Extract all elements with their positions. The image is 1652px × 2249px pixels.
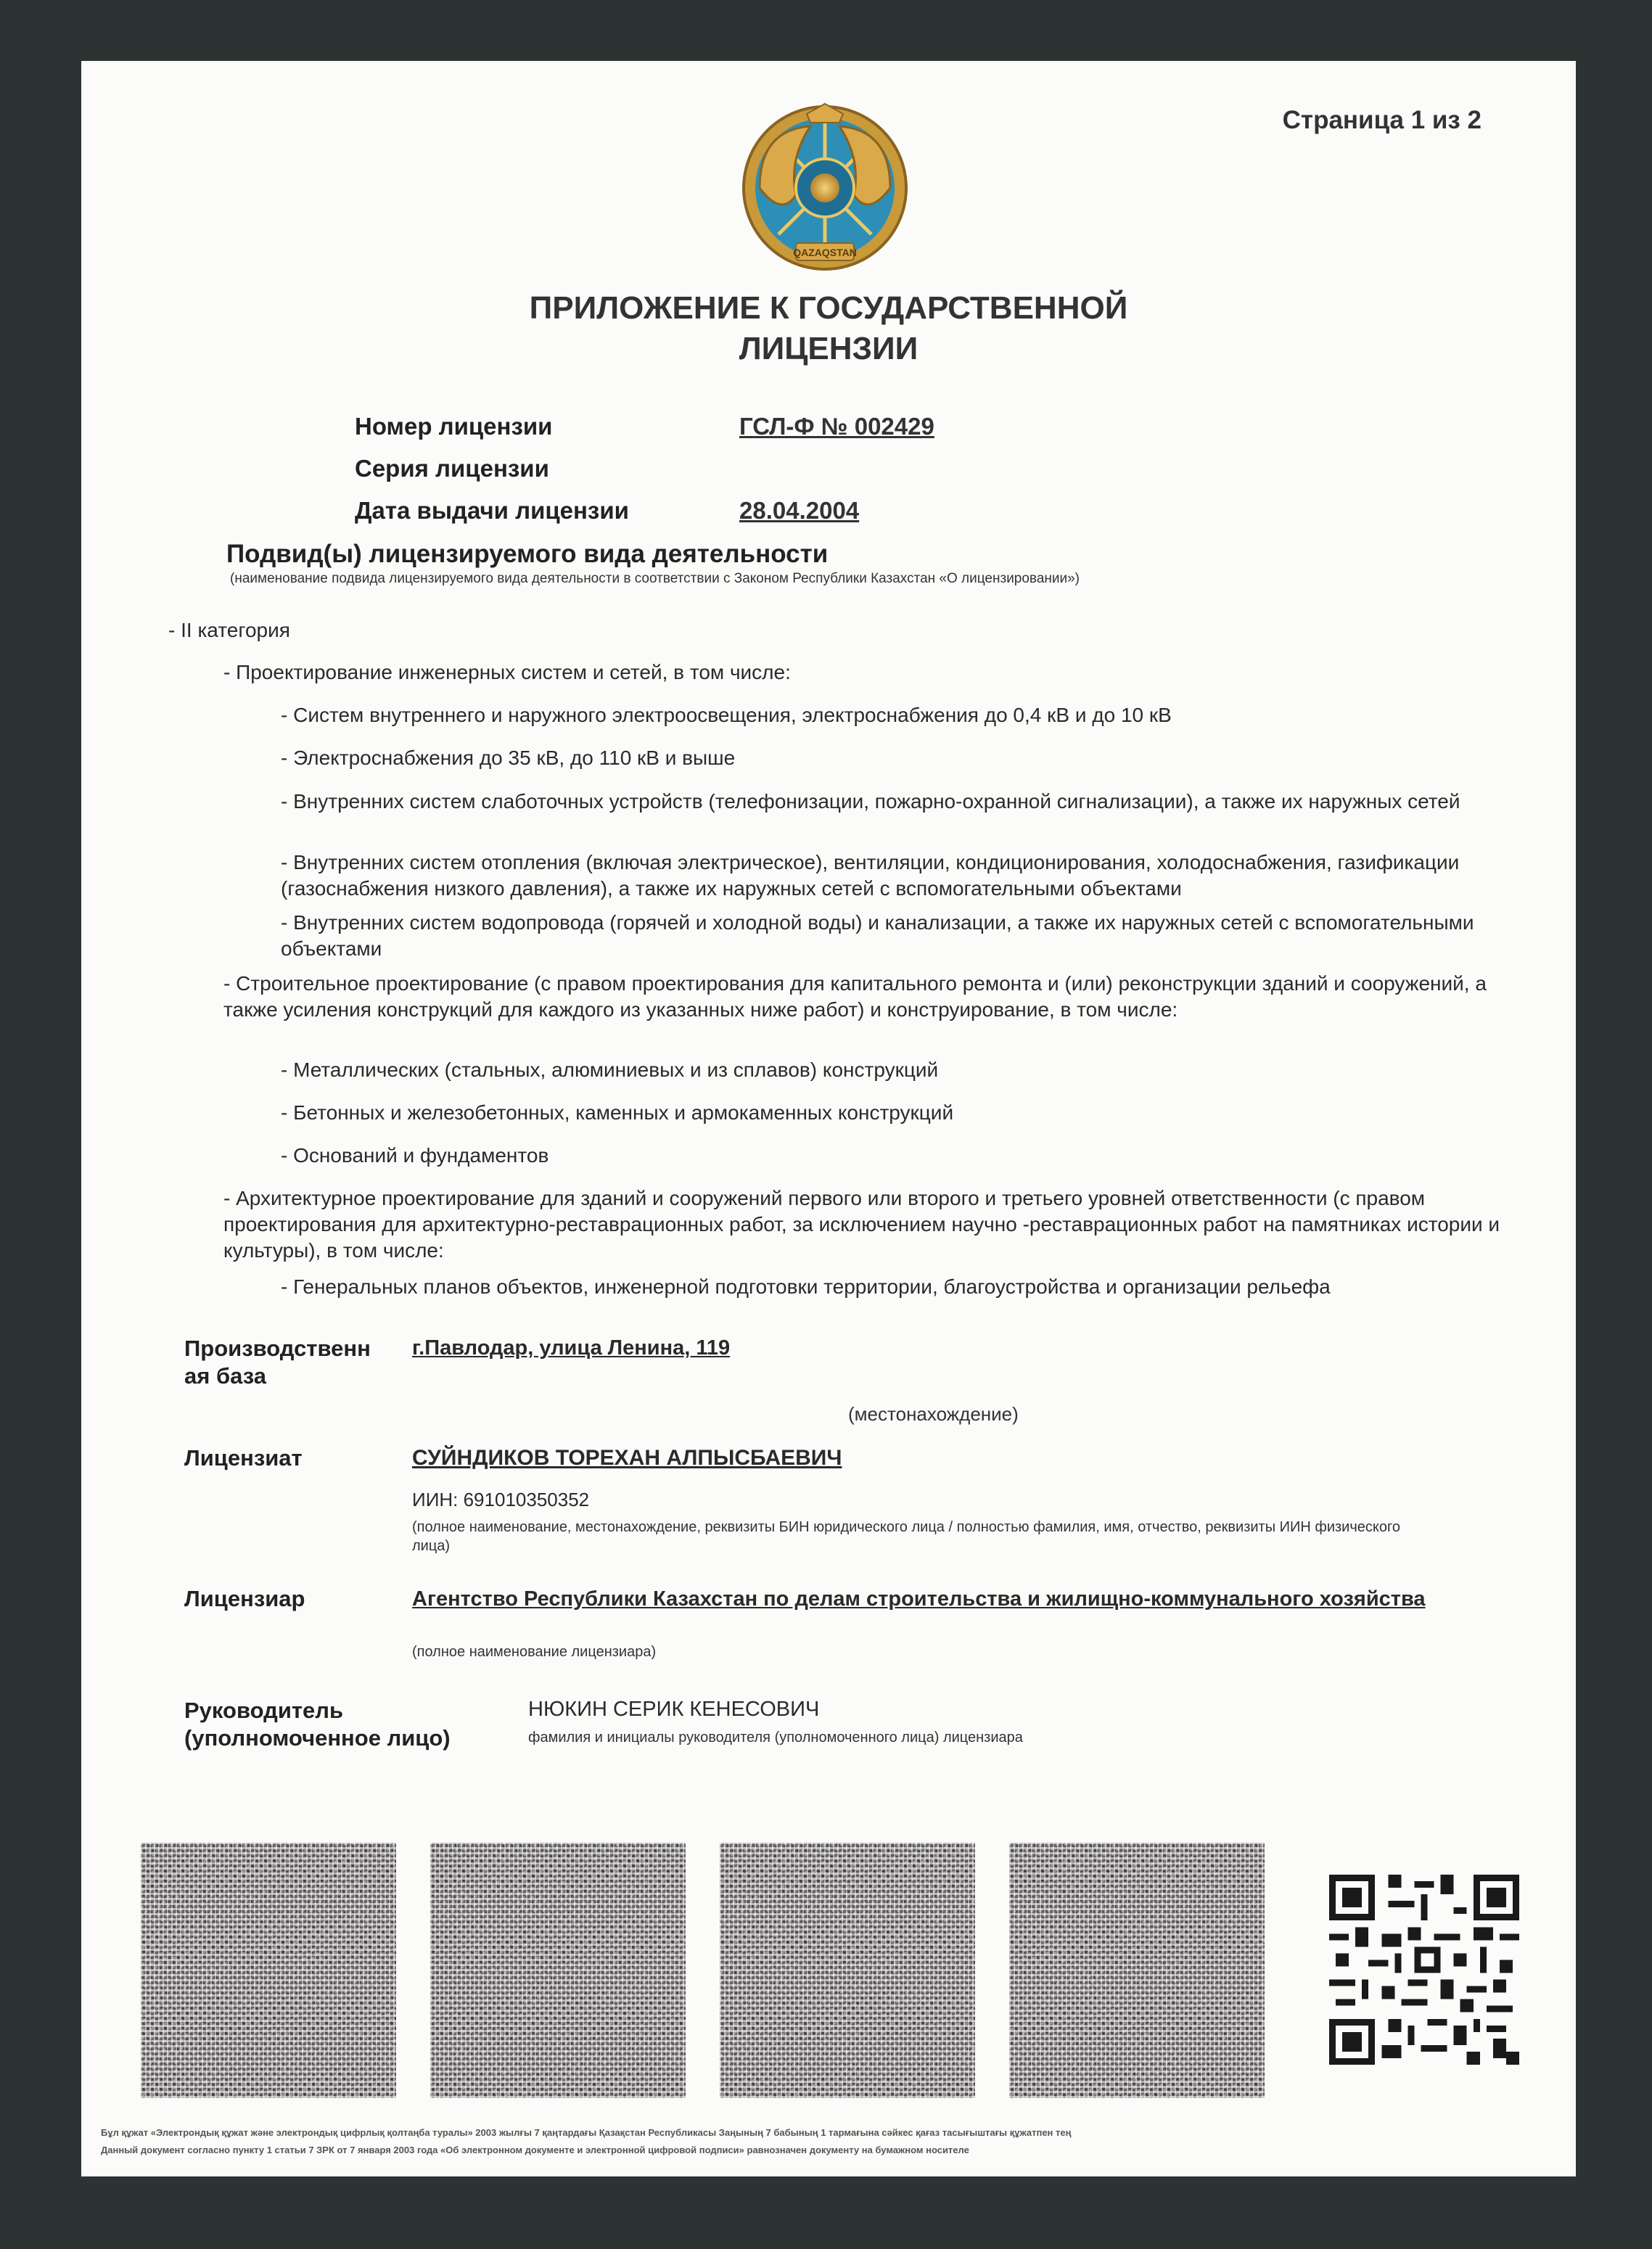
license-number-label: Номер лицензии bbox=[355, 413, 553, 440]
footer-line-1: Бұл құжат «Электрондық құжат және электрондық цифрлық қолтаңба туралы» 2003 жылғы 7 қаңтардағы Қазақстан Республикасы Заңының 7 бабының 1 тармағына сәйкес қағаз тасығыштағы құжатпен тең bbox=[101, 2127, 1072, 2138]
licensee-iin: ИИН: 691010350352 bbox=[412, 1489, 590, 1510]
activity-item: - II категория bbox=[168, 619, 290, 641]
state-emblem-icon bbox=[738, 101, 912, 275]
page-number: Страница 1 из 2 bbox=[1282, 106, 1482, 134]
head-name: НЮКИН СЕРИК КЕНЕСОВИЧ bbox=[528, 1698, 820, 1721]
activity-item: - Систем внутреннего и наружного электроосвещения, электроснабжения до 0,4 кВ и до 10 кВ bbox=[281, 704, 1172, 726]
licensor-caption: (полное наименование лицензиара) bbox=[412, 1644, 657, 1660]
activity-item: - Металлических (стальных, алюминиевых и из сплавов) конструкций bbox=[281, 1058, 939, 1081]
footer-legal-note bbox=[101, 2124, 1545, 2159]
production-base-caption: (местонахождение) bbox=[848, 1403, 1019, 1425]
subtype-caption: (наименование подвида лицензируемого вида деятельности в соответствии с Законом Республики Казахстан «О лицензировании») bbox=[230, 571, 1080, 586]
activity-item: - Оснований и фундаментов bbox=[281, 1144, 549, 1167]
activity-item: - Архитектурное проектирование для зданий и сооружений первого или второго и третьего уровней ответственности (с правом проектирования для архитектурно-реставрационных работ, за исключением научно -реставрационных работ на памятниках истории и культуры), в том числе: bbox=[223, 1187, 1500, 1262]
licensee-label: Лицензиат bbox=[184, 1445, 303, 1471]
barcode-block-3 bbox=[720, 1843, 975, 2098]
activity-item: - Внутренних систем отопления (включая электрическое), вентиляции, кондиционирования, холодоснабжения, газификации (газоснабжения низкого давления), а также их наружных сетей с вспомогательными объектами bbox=[281, 851, 1460, 900]
production-base-label: Производственн ая база bbox=[184, 1336, 371, 1389]
licensor-name: Агентство Республики Казахстан по делам строительства и жилищно-коммунального хозяйства bbox=[412, 1587, 1426, 1611]
title-line-2: ЛИЦЕНЗИИ bbox=[739, 331, 919, 366]
title-line-1: ПРИЛОЖЕНИЕ К ГОСУДАРСТВЕННОЙ bbox=[529, 290, 1128, 326]
footer-line-2: Данный документ согласно пункту 1 статьи 7 ЗРК от 7 января 2003 года «Об электронном документе и электронной цифровой подписи» равнозначен документу на бумажном носителе bbox=[101, 2145, 969, 2155]
qr-code-icon bbox=[1329, 1875, 1519, 2065]
barcode-block-1 bbox=[141, 1843, 396, 2098]
activity-item: - Внутренних систем водопровода (горячей и холодной воды) и канализации, а также их наружных сетей с вспомогательными объектами bbox=[281, 911, 1474, 960]
activity-item: - Внутренних систем слаботочных устройств (телефонизации, пожарно-охранной сигнализации), а также их наружных сетей bbox=[281, 790, 1460, 813]
document-page bbox=[81, 61, 1576, 2176]
svg-text:QAZAQSTAN: QAZAQSTAN bbox=[793, 247, 857, 258]
activity-item: - Проектирование инженерных систем и сетей, в том числе: bbox=[223, 661, 791, 683]
production-base-value: г.Павлодар, улица Ленина, 119 bbox=[412, 1336, 731, 1360]
licensee-caption: (полное наименование, местонахождение, реквизиты БИН юридического лица / полностью фамилия, имя, отчество, реквизиты ИИН физического лица) bbox=[412, 1519, 1400, 1554]
head-label: Руководитель (уполномоченное лицо) bbox=[184, 1698, 451, 1751]
head-caption: фамилия и инициалы руководителя (уполномоченного лица) лицензиара bbox=[528, 1730, 1023, 1746]
licensee-name: СУЙНДИКОВ ТОРЕХАН АЛПЫСБАЕВИЧ bbox=[412, 1446, 842, 1470]
activity-item: - Бетонных и железобетонных, каменных и армокаменных конструкций bbox=[281, 1101, 954, 1124]
license-date-label: Дата выдачи лицензии bbox=[355, 497, 629, 524]
license-meta bbox=[355, 406, 934, 532]
license-number-row bbox=[355, 406, 934, 448]
subtype-title: Подвид(ы) лицензируемого вида деятельности bbox=[226, 540, 829, 568]
license-date-value: 28.04.2004 bbox=[739, 497, 860, 524]
license-date-row bbox=[355, 490, 934, 532]
license-series-row bbox=[355, 448, 934, 490]
license-number-value: ГСЛ-Ф № 002429 bbox=[739, 413, 934, 440]
barcode-block-4 bbox=[1009, 1843, 1265, 2098]
activity-item: - Строительное проектирование (с правом проектирования для капитального ремонта и (или) реконструкции зданий и сооружений, а также усиления конструкций для каждого из указанных ниже работ) и конструирование, в том числе: bbox=[223, 972, 1487, 1021]
license-series-label: Серия лицензии bbox=[355, 455, 549, 482]
document-title bbox=[81, 288, 1576, 369]
activity-item: - Электроснабжения до 35 кВ, до 110 кВ и выше bbox=[281, 747, 736, 769]
licensor-label: Лицензиар bbox=[184, 1586, 305, 1611]
barcode-block-2 bbox=[430, 1843, 686, 2098]
activity-item: - Генеральных планов объектов, инженерной подготовки территории, благоустройства и организации рельефа bbox=[281, 1275, 1331, 1298]
